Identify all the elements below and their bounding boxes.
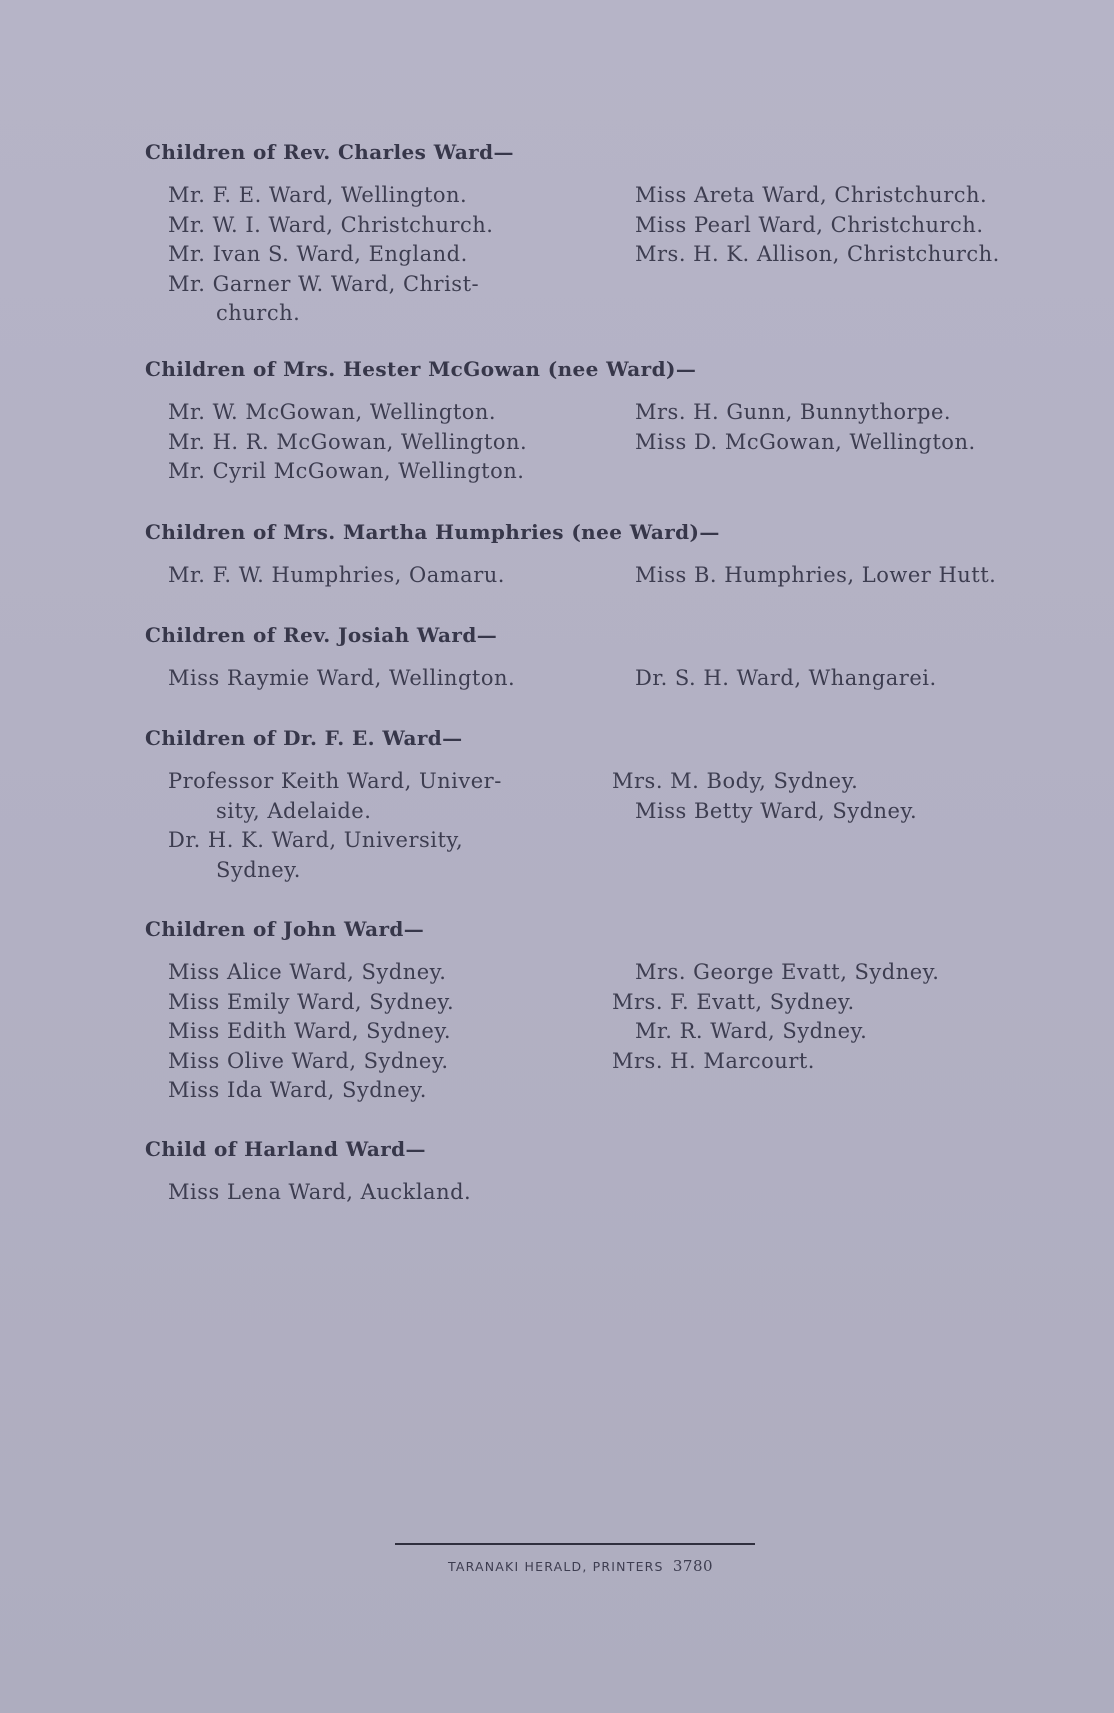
person-name: Mrs. H. Gunn, Bunnythorpe. xyxy=(635,400,952,424)
section-heading: Children of Mrs. Martha Humphries (nee Ward)— xyxy=(145,520,720,544)
printer-name: TARANAKI HERALD, PRINTERS xyxy=(448,1559,664,1574)
section-heading: Children of Rev. Josiah Ward— xyxy=(145,623,498,647)
person-name-continuation: sity, Adelaide. xyxy=(216,798,372,823)
left-column xyxy=(168,398,668,487)
person-entry xyxy=(635,958,1075,988)
person-entry xyxy=(168,457,668,487)
person-entry xyxy=(168,561,668,591)
person-entry xyxy=(168,767,668,826)
person-entry xyxy=(635,561,1075,591)
entry-columns xyxy=(145,1178,1045,1378)
person-entry xyxy=(168,240,668,270)
person-entry xyxy=(168,664,668,694)
person-entry xyxy=(168,181,668,211)
person-name: Mr. H. R. McGowan, Wellington. xyxy=(168,429,528,454)
person-entry xyxy=(635,664,1075,694)
person-name: Mr. Cyril McGowan, Wellington. xyxy=(168,459,525,483)
person-entry xyxy=(635,211,1075,241)
person-name: Miss Edith Ward, Sydney. xyxy=(168,1019,452,1043)
right-column xyxy=(635,398,1075,457)
person-entry xyxy=(635,181,1075,211)
person-entry xyxy=(168,1047,668,1077)
person-entry xyxy=(635,797,1075,827)
person-name: Mrs. M. Body, Sydney. xyxy=(612,769,859,793)
person-name: Mrs. H. K. Allison, Christchurch. xyxy=(635,242,1000,266)
section-heading: Child of Harland Ward— xyxy=(145,1137,426,1161)
person-name: Dr. H. K. Ward, University, xyxy=(168,828,464,852)
person-name: Mr. Ivan S. Ward, England. xyxy=(168,242,468,266)
section-heading: Children of John Ward— xyxy=(145,917,425,941)
family-section xyxy=(145,1137,1045,1378)
left-column xyxy=(168,181,668,329)
person-entry xyxy=(168,988,668,1018)
entry-columns xyxy=(145,181,1045,381)
person-name: Mrs. George Evatt, Sydney. xyxy=(635,960,940,984)
person-name: Mr. F. E. Ward, Wellington. xyxy=(168,183,468,207)
print-number: 3780 xyxy=(672,1557,714,1575)
person-entry xyxy=(168,211,668,241)
left-column xyxy=(168,958,668,1106)
left-column xyxy=(168,767,668,885)
person-name: Dr. S. H. Ward, Whangarei. xyxy=(635,666,937,690)
person-name: Miss Lena Ward, Auckland. xyxy=(168,1180,472,1204)
right-column xyxy=(612,958,1075,1076)
family-section xyxy=(145,917,1045,1158)
right-column xyxy=(635,664,1075,694)
person-entry xyxy=(168,1076,668,1106)
left-column xyxy=(168,664,668,694)
footer-rule xyxy=(395,1543,755,1545)
person-entry xyxy=(168,1017,668,1047)
person-entry xyxy=(612,767,1075,797)
person-entry xyxy=(168,428,668,458)
person-name: Miss Olive Ward, Sydney. xyxy=(168,1048,449,1073)
left-column xyxy=(168,1178,668,1208)
person-entry xyxy=(168,1178,668,1208)
person-name: Mr. W. I. Ward, Christchurch. xyxy=(168,212,494,237)
person-entry xyxy=(612,1047,1075,1077)
person-entry xyxy=(168,270,668,329)
entry-columns xyxy=(145,958,1045,1158)
person-name: Miss Betty Ward, Sydney. xyxy=(635,798,918,823)
section-heading: Children of Rev. Charles Ward— xyxy=(145,140,514,164)
person-name: Miss B. Humphries, Lower Hutt. xyxy=(635,563,997,587)
person-name-continuation: church. xyxy=(216,301,301,325)
person-name: Miss Emily Ward, Sydney. xyxy=(168,989,455,1014)
person-name: Miss D. McGowan, Wellington. xyxy=(635,429,976,454)
person-entry xyxy=(635,398,1075,428)
person-name-continuation: Sydney. xyxy=(216,857,301,882)
person-name: Mrs. F. Evatt, Sydney. xyxy=(612,989,855,1014)
right-column xyxy=(635,181,1075,270)
person-name: Miss Raymie Ward, Wellington. xyxy=(168,666,516,690)
section-heading: Children of Mrs. Hester McGowan (nee Ward)— xyxy=(145,357,697,381)
person-entry xyxy=(168,826,668,885)
person-entry xyxy=(635,240,1075,270)
person-entry xyxy=(168,958,668,988)
family-section xyxy=(145,140,1045,381)
person-name: Miss Alice Ward, Sydney. xyxy=(168,960,447,984)
person-name: Miss Ida Ward, Sydney. xyxy=(168,1078,427,1102)
person-name: Mrs. H. Marcourt. xyxy=(612,1048,815,1073)
person-name: Mr. R. Ward, Sydney. xyxy=(635,1019,868,1043)
person-name: Mr. F. W. Humphries, Oamaru. xyxy=(168,563,505,587)
person-name: Mr. Garner W. Ward, Christ- xyxy=(168,271,480,296)
person-entry xyxy=(635,428,1075,458)
person-name: Miss Pearl Ward, Christchurch. xyxy=(635,212,984,237)
left-column xyxy=(168,561,668,591)
right-column xyxy=(612,767,1075,826)
printer-imprint xyxy=(448,1557,713,1575)
person-name: Mr. W. McGowan, Wellington. xyxy=(168,400,497,424)
right-column xyxy=(635,561,1075,591)
person-entry xyxy=(635,1017,1075,1047)
person-entry xyxy=(168,398,668,428)
person-name: Professor Keith Ward, Univer- xyxy=(168,769,502,793)
section-heading: Children of Dr. F. E. Ward— xyxy=(145,726,463,750)
person-name: Miss Areta Ward, Christchurch. xyxy=(635,183,988,207)
person-entry xyxy=(612,988,1075,1018)
